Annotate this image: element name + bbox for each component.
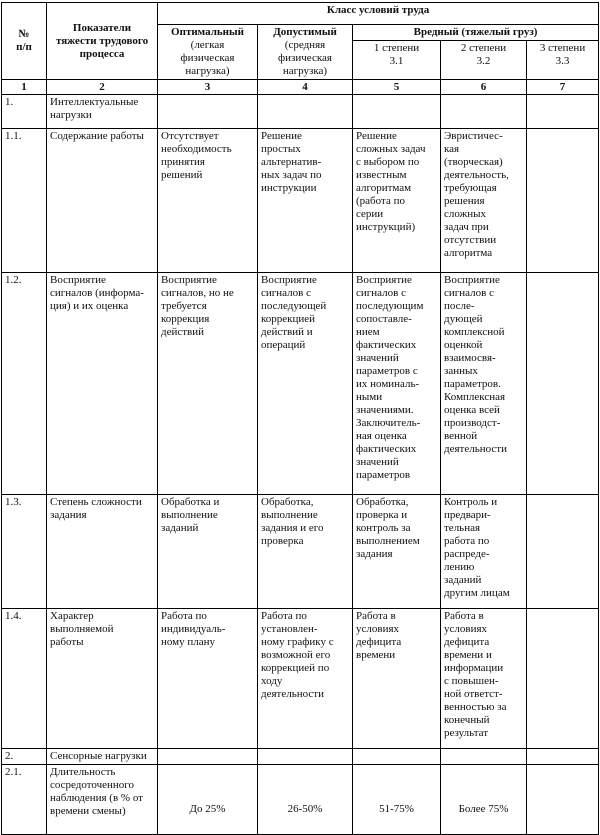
column-number: 6	[441, 80, 527, 95]
cell-degree-1: Обработка, проверка и контроль за выполнением задания	[353, 495, 441, 609]
column-number: 1	[2, 80, 47, 95]
cell-degree-3	[527, 273, 599, 495]
row-indicator: Степень сложности задания	[47, 495, 158, 609]
header-allowable-label: Допустимый	[273, 26, 337, 38]
table-row	[2, 749, 599, 765]
header-allowable-sub: (средняя физическая нагрузка)	[278, 39, 332, 77]
cell-degree-2: Контроль и предвари- тельная работа по распреде- лению заданий другим лицам	[441, 495, 527, 609]
cell-allowable: Решение простых альтернатив- ных задач по инструкции	[258, 129, 353, 273]
cell-degree-3	[527, 749, 599, 765]
cell-optimal: Работа по индивидуаль- ному плану	[158, 609, 258, 749]
row-indicator: Длительность сосредоточенного наблюдения (в % от времени смены)	[47, 765, 158, 835]
row-indicator: Сенсорные нагрузки	[47, 749, 158, 765]
column-number: 5	[353, 80, 441, 95]
row-indicator: Характер выполняемой работы	[47, 609, 158, 749]
cell-degree-1: Решение сложных задач с выбором по известным алгоритмам (работа по серии инструкций)	[353, 129, 441, 273]
table-row	[2, 495, 599, 609]
cell-degree-2: Работа в условиях дефицита времени и информации с повышен- ной ответст- венностью за конечный результат	[441, 609, 527, 749]
header-optimal-sub: (легкая физическая нагрузка)	[180, 39, 235, 77]
cell-degree-3	[527, 495, 599, 609]
cell-allowable: Обработка, выполнение задания и его проверка	[258, 495, 353, 609]
cell-allowable: Работа по установлен- ному графику с возможной его коррекцией по ходу деятельности	[258, 609, 353, 749]
header-class-title: Класс условий труда	[158, 3, 599, 25]
cell-degree-1: Работа в условиях дефицита времени	[353, 609, 441, 749]
cell-allowable: 26-50%	[258, 765, 353, 835]
cell-optimal: Отсутствует необходимость принятия решений	[158, 129, 258, 273]
row-number: 1.4.	[2, 609, 47, 749]
header-harmful: Вредный (тяжелый груз)	[353, 25, 599, 41]
cell-degree-2: Более 75%	[441, 765, 527, 835]
cell-degree-3	[527, 95, 599, 129]
cell-optimal: Обработка и выполнение заданий	[158, 495, 258, 609]
cell-degree-1	[353, 95, 441, 129]
cell-degree-2	[441, 749, 527, 765]
column-number: 2	[47, 80, 158, 95]
header-optimal	[158, 25, 258, 80]
column-number: 4	[258, 80, 353, 95]
cell-degree-2: Восприятие сигналов с после- дующей комплексной оценкой взаимосвя- занных параметров. Комплексная оценка всей производст- венной деятельности	[441, 273, 527, 495]
row-number: 1.	[2, 95, 47, 129]
cell-degree-1: 51-75%	[353, 765, 441, 835]
table-row	[2, 129, 599, 273]
table-row	[2, 95, 599, 129]
cell-optimal: До 25%	[158, 765, 258, 835]
row-number: 2.1.	[2, 765, 47, 835]
row-number: 1.2.	[2, 273, 47, 495]
header-degree-2: 2 степени 3.2	[441, 41, 527, 80]
row-number: 1.3.	[2, 495, 47, 609]
cell-optimal	[158, 749, 258, 765]
header-allowable	[258, 25, 353, 80]
cell-degree-2	[441, 95, 527, 129]
row-indicator: Восприятие сигналов (информа- ция) и их оценка	[47, 273, 158, 495]
column-number: 3	[158, 80, 258, 95]
table-row	[2, 765, 599, 835]
cell-allowable	[258, 95, 353, 129]
cell-degree-1: Восприятие сигналов с последующим сопоставле- нием фактических значений параметров с их номиналь- ными значениями. Заключитель- ная оценка фактических значений параметров	[353, 273, 441, 495]
cell-optimal: Восприятие сигналов, но не требуется коррекция действий	[158, 273, 258, 495]
header-optimal-label: Оптимальный	[171, 26, 244, 38]
row-number: 2.	[2, 749, 47, 765]
cell-degree-2: Эвристичес- кая (творческая) деятельность, требующая решения сложных задач при отсутствии алгоритма	[441, 129, 527, 273]
table-row	[2, 273, 599, 495]
labor-conditions-table	[1, 2, 599, 835]
row-number: 1.1.	[2, 129, 47, 273]
column-number: 7	[527, 80, 599, 95]
cell-degree-1	[353, 749, 441, 765]
cell-degree-3	[527, 765, 599, 835]
cell-allowable: Восприятие сигналов с последующей коррекцией действий и операций	[258, 273, 353, 495]
header-degree-1: 1 степени 3.1	[353, 41, 441, 80]
cell-allowable	[258, 749, 353, 765]
header-num-col: № п/п	[2, 3, 47, 80]
cell-degree-3	[527, 609, 599, 749]
cell-degree-3	[527, 129, 599, 273]
row-indicator: Интеллектуальные нагрузки	[47, 95, 158, 129]
cell-optimal	[158, 95, 258, 129]
header-indicators-col: Показатели тяжести трудового процесса	[47, 3, 158, 80]
header-degree-3: 3 степени 3.3	[527, 41, 599, 80]
row-indicator: Содержание работы	[47, 129, 158, 273]
table-row	[2, 609, 599, 749]
